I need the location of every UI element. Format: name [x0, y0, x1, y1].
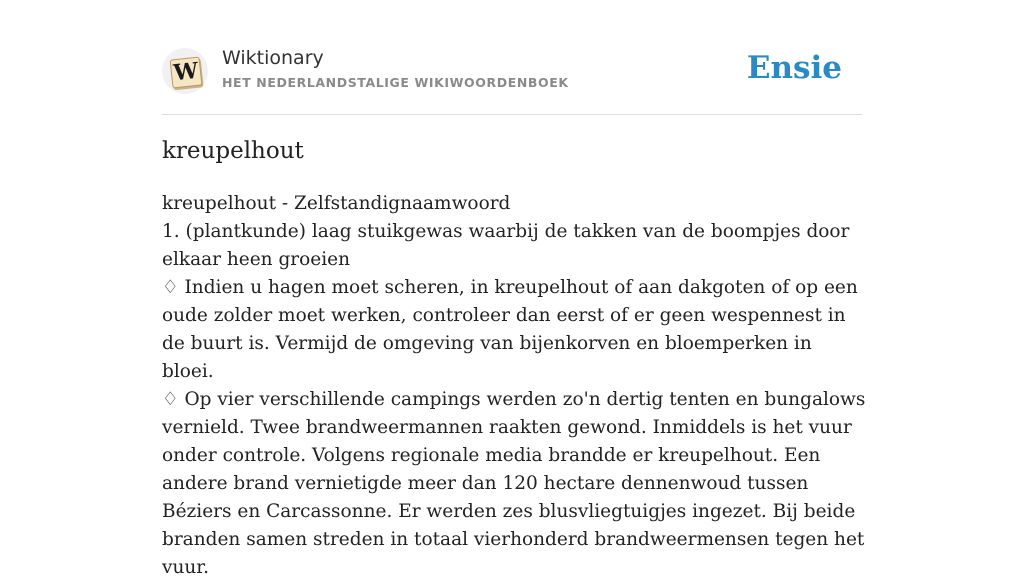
- wiktionary-logo[interactable]: [162, 48, 208, 94]
- logo-letter: W: [170, 57, 203, 89]
- definition-line: 1. (plantkunde) laag stuikgewas waarbij de takken van de boompjes door elkaar heen groeien: [162, 221, 850, 270]
- example-sentence: ♢ Indien u hagen moet scheren, in kreupelhout of aan dakgoten of op een oude zolder moet werken, controleer dan eerst of er geen wespennest in de buurt is. Vermijd de omgeving van bijenkorven en bloemperken in bloei.: [162, 277, 858, 382]
- example-sentence: ♢ Op vier verschillende campings werden zo'n dertig tenten en bungalows vernield. Twee brandweermannen raakten gewond. Inmiddels is het vuur onder controle. Volgens regionale media brandde er kreupelhout. Een andere brand vernietigde meer dan 120 hectare dennenwoud tussen Béziers en Carcassonne. Er werden zes blusvliegtuigjes ingezet. Bij beide branden samen streden in totaal vierhonderd brandweermensen tegen het vuur.: [162, 389, 866, 578]
- ensie-brand-logo[interactable]: Ensie: [746, 50, 842, 86]
- page-title: kreupelhout: [162, 138, 304, 164]
- site-subtitle: HET NEDERLANDSTALIGE WIKIWOORDENBOEK: [222, 75, 569, 90]
- word-type-line: kreupelhout - Zelfstandignaamwoord: [162, 193, 511, 214]
- entry-content: [162, 190, 866, 582]
- site-name[interactable]: Wiktionary: [222, 47, 324, 69]
- site-header: [162, 44, 862, 115]
